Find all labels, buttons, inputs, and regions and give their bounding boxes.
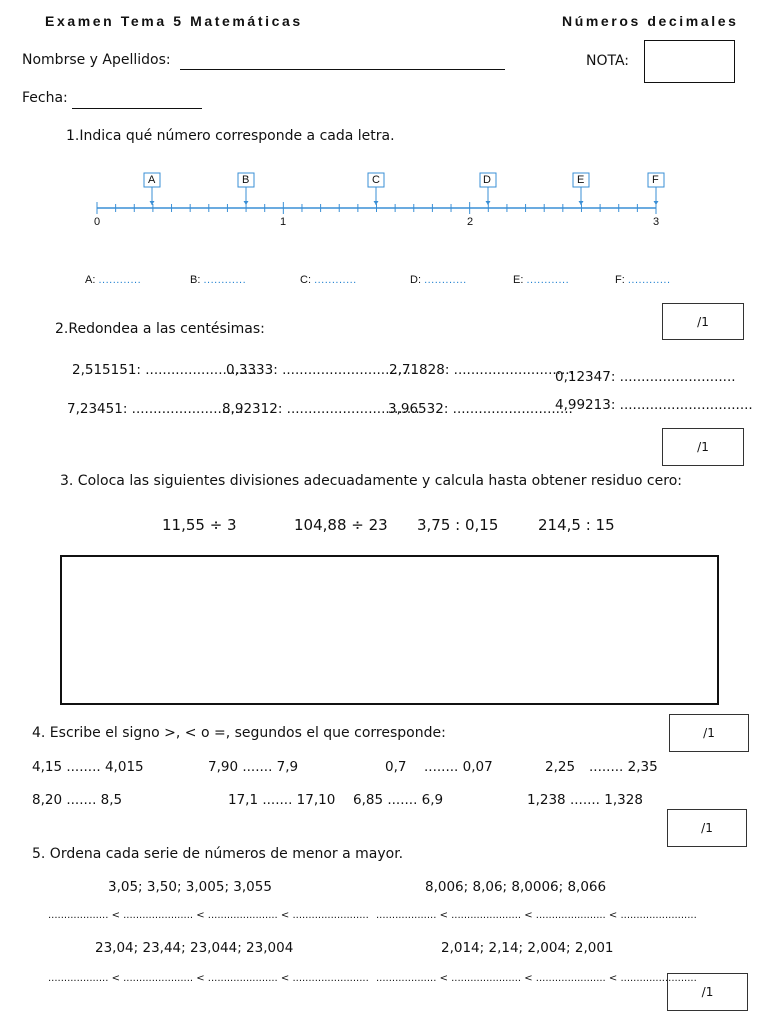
name-label: Nombrse y Apellidos: bbox=[22, 52, 171, 68]
marker-arrow bbox=[244, 201, 249, 205]
q2-item[interactable]: 0,3333: ............................... bbox=[226, 362, 416, 378]
marker-arrow bbox=[579, 201, 584, 205]
marker-arrow bbox=[150, 201, 155, 205]
q2-score-box[interactable]: /1 bbox=[662, 428, 744, 466]
axis-label-1: 1 bbox=[280, 216, 287, 228]
marker-d: D bbox=[483, 174, 491, 186]
q4-item[interactable]: 8,20 ....... 8,5 bbox=[32, 792, 123, 808]
q1-prompt: 1.Indica qué número corresponde a cada letra. bbox=[66, 128, 395, 144]
division-2: 104,88 ÷ 23 bbox=[294, 516, 388, 534]
q2-item[interactable]: 3,96532: ............................ bbox=[388, 401, 573, 417]
division-1: 11,55 ÷ 3 bbox=[162, 516, 237, 534]
q5-prompt: 5. Ordena cada serie de números de menor a mayor. bbox=[32, 846, 404, 862]
q4-item[interactable]: 2,25 bbox=[545, 759, 576, 775]
division-3: 3,75 : 0,15 bbox=[417, 516, 499, 534]
marker-c: C bbox=[372, 174, 380, 186]
answer-f[interactable]: F: ............ bbox=[615, 274, 671, 286]
q4-score-box-bottom[interactable]: /1 bbox=[667, 809, 747, 847]
order-line-1[interactable]: ................... < ...................... < ...................... < ........................ bbox=[48, 910, 369, 921]
q2-item[interactable]: 7,23451: .......................... bbox=[67, 401, 244, 417]
q5-score-box[interactable]: /1 bbox=[667, 973, 748, 1011]
q4-item[interactable]: 7,90 ....... 7,9 bbox=[208, 759, 299, 775]
order-line-3[interactable]: ................... < ...................... < ...................... < ........................ bbox=[48, 973, 369, 984]
q4-item[interactable]: 0,7 bbox=[385, 759, 407, 775]
marker-e: E bbox=[577, 174, 585, 186]
q4-item[interactable]: 1,238 ....... 1,328 bbox=[527, 792, 643, 808]
q4-prompt: 4. Escribe el signo >, < o =, segundos el que corresponde: bbox=[32, 725, 446, 741]
order-line-4[interactable]: ................... < ...................... < ...................... < ........................ bbox=[376, 973, 697, 984]
q1-score-box[interactable]: /1 bbox=[662, 303, 744, 340]
grade-label: NOTA: bbox=[586, 53, 630, 69]
q4-item[interactable]: 17,1 ....... 17,10 bbox=[228, 792, 336, 808]
marker-arrow bbox=[654, 201, 659, 205]
q3-prompt: 3. Coloca las siguientes divisiones adecuadamente y calcula hasta obtener residuo cero: bbox=[60, 473, 682, 489]
answer-c[interactable]: C: ............ bbox=[300, 274, 357, 286]
answer-e[interactable]: E: ............ bbox=[513, 274, 570, 286]
q3-work-area[interactable] bbox=[60, 555, 719, 705]
q2-item[interactable]: 0,12347: ........................... bbox=[555, 369, 736, 385]
series-2: 8,006; 8,06; 8,0006; 8,066 bbox=[425, 879, 607, 895]
date-label: Fecha: bbox=[22, 90, 68, 106]
series-3: 23,04; 23,44; 23,044; 23,004 bbox=[95, 940, 294, 956]
date-field[interactable] bbox=[72, 108, 202, 109]
name-field[interactable] bbox=[180, 69, 505, 70]
series-4: 2,014; 2,14; 2,004; 2,001 bbox=[441, 940, 614, 956]
answer-b[interactable]: B: ............ bbox=[190, 274, 247, 286]
marker-a: A bbox=[148, 174, 156, 186]
order-line-2[interactable]: ................... < ...................... < ...................... < ........................ bbox=[376, 910, 697, 921]
q2-item[interactable]: 4,99213: ............................... bbox=[555, 397, 753, 413]
q4-score-box-top[interactable]: /1 bbox=[669, 714, 749, 752]
answer-d[interactable]: D: ............ bbox=[410, 274, 467, 286]
division-4: 214,5 : 15 bbox=[538, 516, 615, 534]
axis-label-0: 0 bbox=[94, 216, 101, 228]
q2-item[interactable]: 2,515151: .......................... bbox=[72, 362, 257, 378]
q4-item[interactable]: 4,15 ........ 4,015 bbox=[32, 759, 144, 775]
grade-box[interactable] bbox=[644, 40, 735, 83]
axis-label-2: 2 bbox=[467, 216, 474, 228]
exam-title: Examen Tema 5 Matemáticas bbox=[45, 13, 303, 29]
exam-subtitle: Números decimales bbox=[562, 13, 739, 29]
marker-f: F bbox=[652, 174, 659, 186]
axis-label-3: 3 bbox=[653, 216, 660, 228]
series-1: 3,05; 3,50; 3,005; 3,055 bbox=[108, 879, 272, 895]
marker-arrow bbox=[374, 201, 379, 205]
marker-b: B bbox=[242, 174, 250, 186]
q2-prompt: 2.Redondea a las centésimas: bbox=[55, 321, 265, 337]
q4-item[interactable]: ........ 0,07 bbox=[424, 759, 493, 775]
answer-a[interactable]: A: ............ bbox=[85, 274, 142, 286]
q2-item[interactable]: 8,92312: ............................... bbox=[222, 401, 420, 417]
q2-item[interactable]: 2,71828: ............................ bbox=[389, 362, 574, 378]
q4-item[interactable]: 6,85 ....... 6,9 bbox=[353, 792, 444, 808]
q4-item[interactable]: ........ 2,35 bbox=[589, 759, 658, 775]
marker-arrow bbox=[486, 201, 491, 205]
